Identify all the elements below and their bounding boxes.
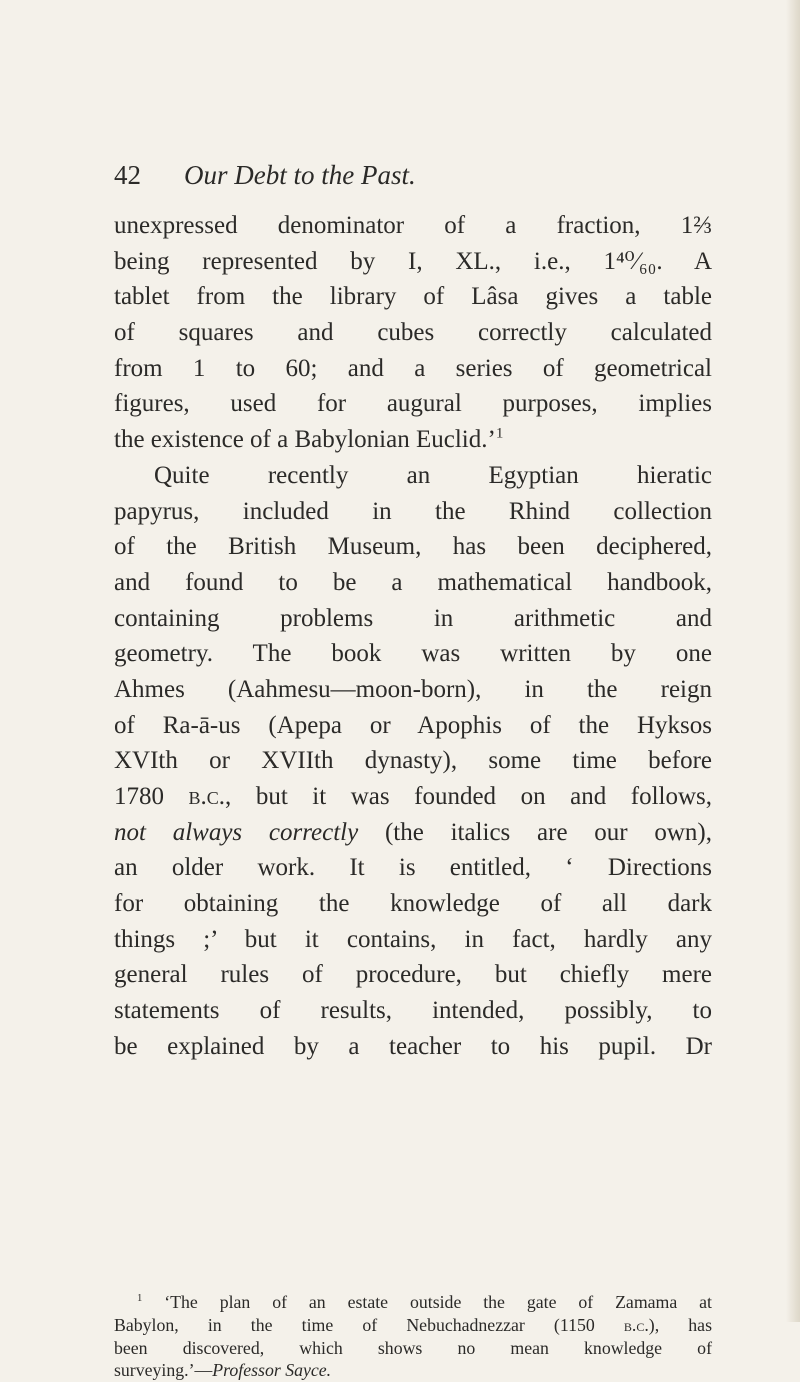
text-line: containing problems in arithmetic and <box>114 604 712 632</box>
era-abbreviation: b.c. <box>188 783 226 810</box>
footnote-line-content: ), has <box>648 1314 712 1335</box>
text-line: of squares and cubes correctly calculated <box>114 319 712 347</box>
text-line: things ;’ but it contains, in fact, hardly any <box>114 925 712 953</box>
footnote-line-content: ‘The plan of an estate outside the gate of Zamama at <box>164 1292 713 1312</box>
footnote-line <box>114 1314 712 1337</box>
text-line: be explained by a teacher to his pupil. Dr <box>114 1032 712 1060</box>
footnote <box>114 1291 712 1382</box>
text-line: statements of results, intended, possibly, to <box>114 997 712 1025</box>
text-line-content: the existence of a Babylonian Euclid.’ <box>114 426 496 454</box>
text-line: from 1 to 60; and a series of geometrical <box>114 354 712 382</box>
text-line: general rules of procedure, but chiefly mere <box>114 961 712 989</box>
text-line <box>114 422 712 458</box>
text-line-content: 1780 <box>114 783 189 810</box>
text-line: XVIth or XVIIth dynasty), some time before <box>114 747 712 775</box>
era-abbreviation: b.c. <box>623 1314 649 1335</box>
text-line: an older work. It is entitled, ‘ Directions <box>114 854 712 882</box>
text-line: Quite recently an Egyptian hieratic <box>154 461 712 489</box>
footnote-reference: 1 <box>495 425 504 442</box>
text-line <box>114 779 712 815</box>
text-line: of the British Museum, has been deciphered, <box>114 533 712 561</box>
text-line: geometry. The book was written by one <box>114 640 712 668</box>
footnote-line: been discovered, which shows no mean knowledge of <box>114 1337 712 1358</box>
text-line: being represented by I, XL., i.e., 1⁴⁰⁄₆₀. A <box>114 247 712 275</box>
text-line: Ahmes (Aahmesu—moon-born), in the reign <box>114 675 712 703</box>
footnote-author: Professor Sayce. <box>212 1360 332 1381</box>
running-title: Our Debt to the Past. <box>184 160 416 190</box>
text-line: papyrus, included in the Rhind collection <box>114 497 712 525</box>
footnote-marker: 1 <box>137 1292 143 1305</box>
page-edge-shadow <box>786 0 800 1322</box>
text-line-content: , but it was founded on and follows, <box>225 783 712 810</box>
italic-phrase: not always correctly <box>114 818 359 846</box>
text-line-content: (the italics are our own), <box>358 818 712 846</box>
text-line: of Ra-ā-us (Apepa or Apophis of the Hyksos <box>114 711 712 739</box>
text-line: and found to be a mathematical handbook, <box>114 568 712 596</box>
text-line: figures, used for augural purposes, implies <box>114 390 712 418</box>
page-number: 42 <box>114 160 141 190</box>
footnote-line-content: Babylon, in the time of Nebuchadnezzar (1150 <box>114 1314 624 1335</box>
text-line: tablet from the library of Lâsa gives a table <box>114 283 712 311</box>
footnote-line-content: surveying.’— <box>114 1360 213 1381</box>
page-content <box>114 160 713 1381</box>
text-line <box>114 815 712 851</box>
body-text <box>114 208 712 1065</box>
running-header <box>114 160 712 196</box>
text-line: unexpressed denominator of a fraction, 1⅔ <box>114 212 712 239</box>
footnote-line <box>114 1291 712 1314</box>
text-line: for obtaining the knowledge of all dark <box>114 890 712 918</box>
footnote-line <box>114 1359 712 1382</box>
